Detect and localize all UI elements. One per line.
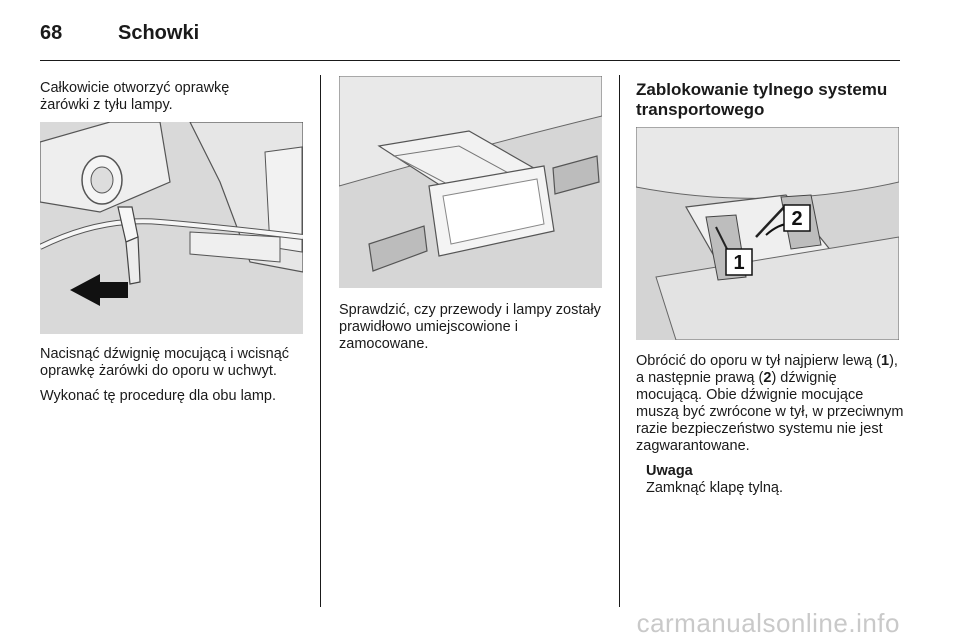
transport-system-illustration <box>636 127 899 340</box>
section-title: Schowki <box>118 22 200 44</box>
column-divider-2 <box>619 75 620 607</box>
column-3-text <box>636 353 904 497</box>
column-2-text <box>339 302 607 361</box>
lock-text-part1: Obrócić do oporu w tył najpierw lewą ( <box>636 353 881 369</box>
intro-text: Całkowicie otworzyć oprawkę żarówki z tyłu lampy. <box>40 80 230 113</box>
column-1 <box>40 80 308 122</box>
note-title: Uwaga <box>646 463 693 479</box>
watermark: carmanualsonline.info <box>636 608 900 638</box>
lamp-holder-illustration <box>40 122 303 334</box>
lock-text-part3: ) dźwignię mocującą. Obie dźwignie mocujące muszą być zwrócone w tył, w przeciwnym razie bezpieczeństwo systemu nie jest zagwarantowane. <box>636 370 904 454</box>
trailer-lamps-illustration <box>339 76 602 288</box>
repeat-text: Wykonać tę procedurę dla obu lamp. <box>40 388 277 404</box>
header-rule <box>40 60 900 61</box>
check-text: Sprawdzić, czy przewody i lampy zostały prawidłowo umiejscowione i zamocowane. <box>339 302 601 352</box>
lock-text-part2: ), a następnie prawą ( <box>636 353 898 386</box>
lamp-holder-drawing <box>40 122 303 334</box>
figure-label-1: 1 <box>733 252 745 274</box>
section-heading: Zablokowanie tylnego systemu transportowego <box>636 80 888 119</box>
column-1-lower <box>40 346 308 413</box>
page-header <box>40 18 900 54</box>
step-text: Nacisnąć dźwignię mocującą i wcisnąć oprawkę żarówki do oporu w uchwyt. <box>40 346 290 379</box>
note-box <box>636 463 904 497</box>
page-number: 68 <box>40 22 63 44</box>
trailer-lamps-drawing <box>339 76 602 288</box>
lever-ref-1: 1 <box>881 353 890 369</box>
figure-label-2: 2 <box>791 208 803 230</box>
note-text: Zamknąć klapę tylną. <box>646 480 784 496</box>
lock-instructions <box>636 353 904 455</box>
column-divider-1 <box>320 75 321 607</box>
lever-ref-2: 2 <box>763 370 772 386</box>
transport-system-drawing <box>636 127 899 340</box>
column-3-heading <box>636 80 904 128</box>
